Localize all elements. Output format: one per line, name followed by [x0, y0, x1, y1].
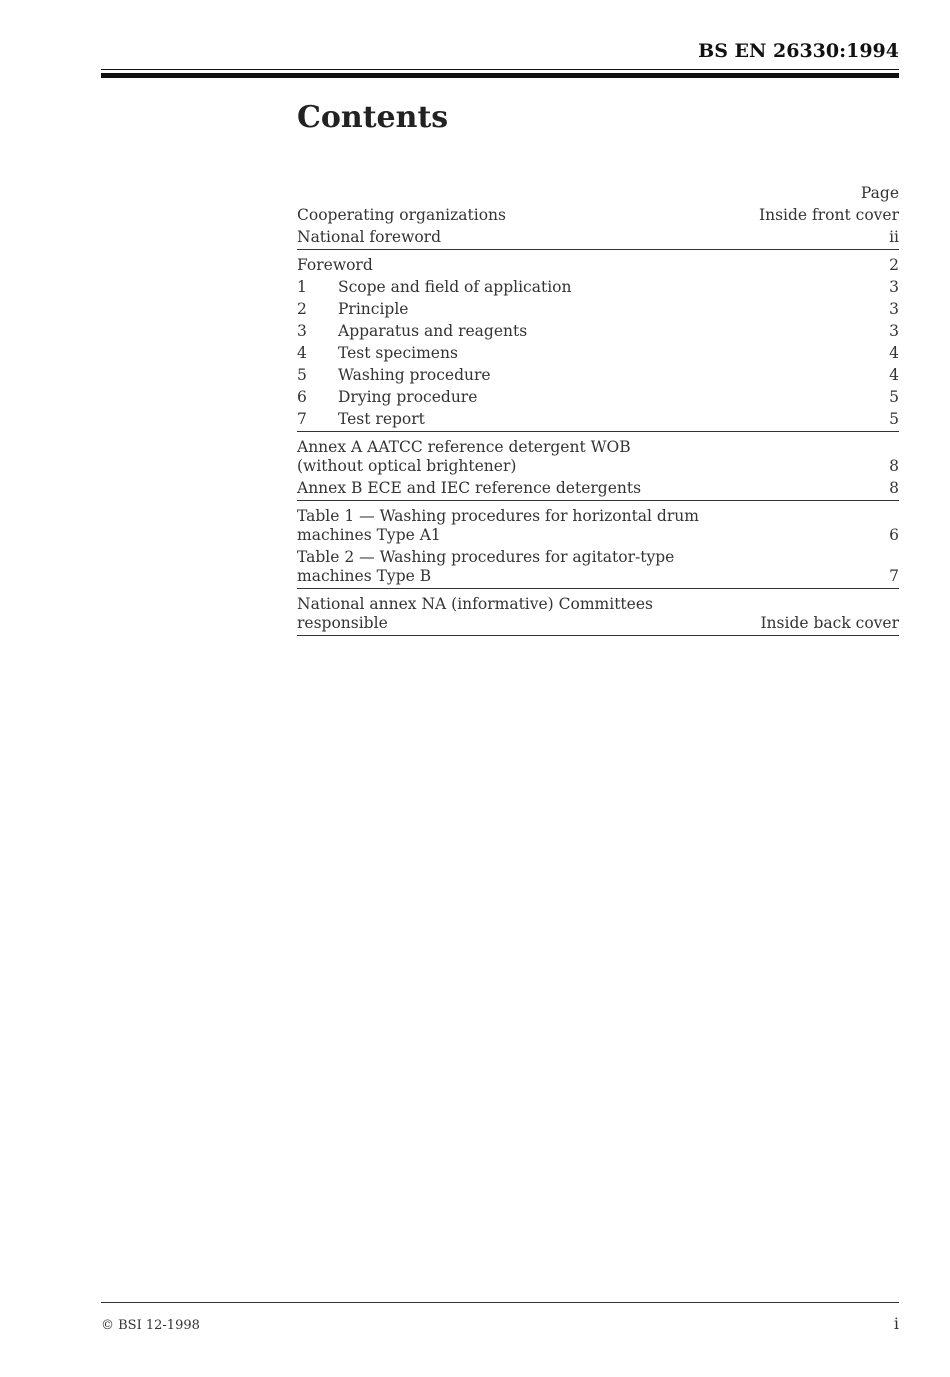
toc-entry-title: Washing procedure [338, 365, 491, 384]
header-rule-thin [101, 69, 899, 70]
toc-entry-number: 6 [297, 387, 307, 406]
page-title: Contents [297, 100, 449, 135]
toc-group-main [297, 254, 899, 432]
toc-entry-page: 6 [889, 525, 899, 544]
toc-entry-title-line: (without optical brightener) [297, 456, 517, 475]
toc-entry[interactable] [297, 477, 899, 499]
toc-entry[interactable] [297, 254, 899, 276]
toc-entry[interactable] [297, 342, 899, 364]
toc-group-back [297, 593, 899, 636]
toc-entry-page: 3 [889, 299, 899, 318]
toc-entry[interactable] [297, 276, 899, 298]
toc-entry-number: 4 [297, 343, 307, 362]
toc-entry-title: Cooperating organizations [297, 205, 506, 224]
toc-entry-title-line: machines Type B [297, 566, 432, 585]
toc-entry[interactable] [297, 298, 899, 320]
table-of-contents [297, 182, 899, 640]
toc-entry-title-line: Table 2 — Washing procedures for agitator-type [297, 547, 675, 566]
toc-entry-title: National foreword [297, 227, 442, 246]
toc-entry-title: Test specimens [338, 343, 458, 362]
toc-entry-page: Inside front cover [758, 205, 899, 224]
toc-entry[interactable] [297, 593, 899, 634]
toc-entry[interactable] [297, 386, 899, 408]
toc-entry[interactable] [297, 546, 899, 587]
toc-entry-title: Scope and field of application [338, 277, 572, 296]
toc-entry[interactable] [297, 436, 899, 477]
toc-entry-page: 8 [889, 478, 899, 497]
toc-entry-number: 2 [297, 299, 307, 318]
toc-group-annexes [297, 436, 899, 501]
toc-entry[interactable] [297, 505, 899, 546]
toc-entry[interactable] [297, 320, 899, 342]
toc-entry-page: ii [889, 227, 899, 246]
toc-entry-page: 5 [889, 387, 899, 406]
toc-entry-title: National annex NA (informative) Committees responsible [297, 594, 653, 632]
toc-entry-number: 1 [297, 277, 307, 296]
toc-entry-page: 8 [889, 456, 899, 475]
toc-entry-title: Annex B ECE and IEC reference detergents [297, 478, 642, 497]
toc-entry[interactable] [297, 408, 899, 430]
toc-entry-title: Principle [338, 299, 409, 318]
toc-entry-title-line: Table 1 — Washing procedures for horizontal drum [297, 506, 699, 525]
toc-entry[interactable] [297, 226, 899, 248]
toc-entry-title: Drying procedure [338, 387, 478, 406]
toc-entry-page: 7 [889, 566, 899, 585]
toc-group-front [297, 204, 899, 250]
toc-entry-page: 2 [889, 255, 899, 274]
toc-entry-page: 4 [889, 343, 899, 362]
toc-entry-number: 3 [297, 321, 307, 340]
toc-entry[interactable] [297, 364, 899, 386]
toc-entry-title-line: machines Type A1 [297, 525, 441, 544]
toc-group-tables [297, 505, 899, 589]
toc-page-heading [297, 182, 899, 204]
page-column-heading: Page [860, 183, 899, 202]
toc-entry-page: Inside back cover [760, 613, 899, 632]
toc-entry-page: 3 [889, 321, 899, 340]
header-rule-thick [101, 73, 899, 78]
toc-entry-page: 4 [889, 365, 899, 384]
toc-entry-number: 7 [297, 409, 307, 428]
copyright-notice: © BSI 12-1998 [101, 1318, 200, 1333]
standard-number: BS EN 26330:1994 [698, 40, 899, 62]
toc-entry-number: 5 [297, 365, 307, 384]
toc-entry-page: 3 [889, 277, 899, 296]
toc-entry[interactable] [297, 204, 899, 226]
toc-entry-title: Foreword [297, 255, 373, 274]
page-number: i [893, 1314, 899, 1333]
footer-rule [101, 1302, 899, 1303]
toc-entry-title: Apparatus and reagents [338, 321, 528, 340]
toc-entry-page: 5 [889, 409, 899, 428]
toc-entry-title-line: Annex A AATCC reference detergent WOB [297, 437, 631, 456]
toc-entry-title: Test report [338, 409, 425, 428]
